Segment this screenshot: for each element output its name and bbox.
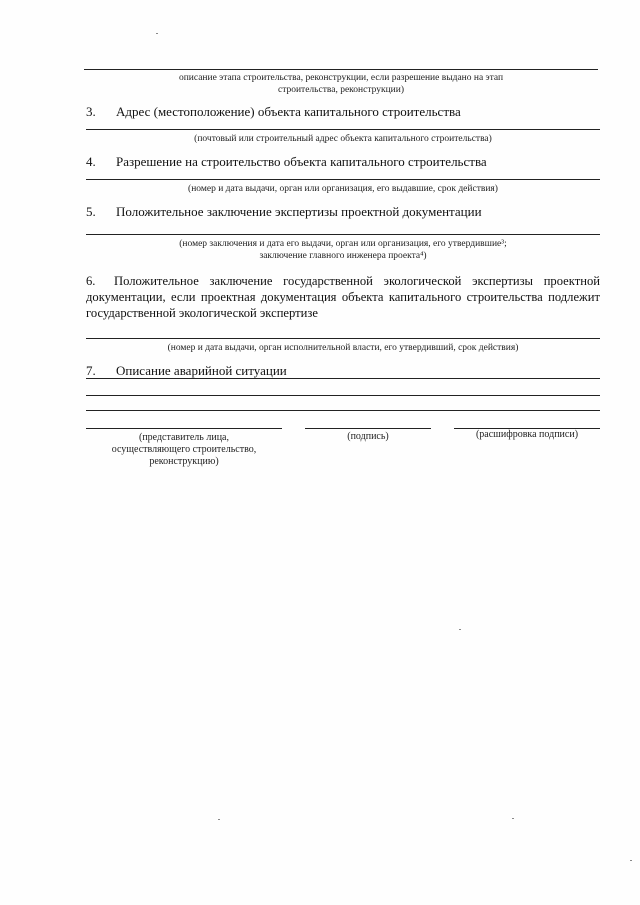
transcript-caption: (расшифровка подписи) bbox=[475, 429, 579, 440]
section-6-line bbox=[86, 338, 600, 339]
section-6-text-line2: документации, если проектная документация объекта капитального строительства подлежит bbox=[86, 290, 600, 304]
scan-speck bbox=[218, 819, 220, 820]
section-7-line-1 bbox=[86, 378, 600, 379]
section-5-heading bbox=[86, 203, 482, 220]
scan-speck bbox=[156, 33, 158, 34]
section-6-text-line1: Положительное заключение государственной экологической экспертизы проектной bbox=[114, 274, 600, 288]
representative-caption-line3: реконструкцию) bbox=[149, 456, 219, 467]
section-3-caption: (почтовый или строительный адрес объекта капитального строительства) bbox=[194, 134, 492, 144]
section-5-line bbox=[86, 234, 600, 235]
stage-description-caption-line1: описание этапа строительства, реконструкции, если разрешение выдано на этап bbox=[178, 73, 504, 83]
section-6-line1 bbox=[86, 273, 600, 289]
section-4-heading bbox=[86, 153, 487, 170]
scan-speck bbox=[512, 818, 514, 819]
scan-speck bbox=[630, 860, 632, 861]
section-3-line bbox=[86, 129, 600, 130]
section-6-text-line3: государственной экологической экспертизе bbox=[86, 306, 318, 320]
section-7-number: 7. bbox=[86, 363, 96, 378]
section-6-paragraph bbox=[86, 273, 600, 321]
stage-description-caption bbox=[84, 72, 598, 96]
section-5-title: Положительное заключение экспертизы проектной документации bbox=[116, 204, 482, 219]
section-7-heading bbox=[86, 362, 287, 379]
section-3-number: 3. bbox=[86, 104, 96, 119]
representative-signature-line bbox=[86, 428, 282, 429]
section-5-caption-line1: (номер заключения и дата его выдачи, орган или организация, его утвердившие³; bbox=[179, 239, 507, 249]
section-7-line-3 bbox=[86, 410, 600, 411]
section-4-caption: (номер и дата выдачи, орган или организация, его выдавшие, срок действия) bbox=[188, 184, 498, 194]
section-4-title: Разрешение на строительство объекта капитального строительства bbox=[116, 154, 487, 169]
section-3-heading bbox=[86, 103, 461, 120]
section-4-number: 4. bbox=[86, 154, 96, 169]
section-6-caption: (номер и дата выдачи, орган исполнительной власти, его утвердивший, срок действия) bbox=[167, 343, 519, 353]
section-5-caption-line2: заключение главного инженера проекта⁴) bbox=[259, 251, 427, 261]
stage-description-line bbox=[84, 69, 598, 70]
representative-caption bbox=[86, 432, 282, 468]
section-5-number: 5. bbox=[86, 204, 96, 219]
signature-line bbox=[305, 428, 431, 429]
section-6-number: 6. bbox=[86, 274, 96, 288]
section-3-title: Адрес (местоположение) объекта капитального строительства bbox=[116, 104, 461, 119]
signature-caption: (подпись) bbox=[347, 431, 389, 442]
section-4-line bbox=[86, 179, 600, 180]
representative-caption-line1: (представитель лица, bbox=[138, 432, 229, 443]
section-5-caption bbox=[86, 238, 600, 262]
representative-caption-line2: осуществляющего строительство, bbox=[111, 444, 257, 455]
section-7-title: Описание аварийной ситуации bbox=[116, 363, 287, 378]
stage-description-caption-line2: строительства, реконструкции) bbox=[277, 85, 405, 95]
scan-speck bbox=[459, 629, 461, 630]
section-7-line-2 bbox=[86, 395, 600, 396]
